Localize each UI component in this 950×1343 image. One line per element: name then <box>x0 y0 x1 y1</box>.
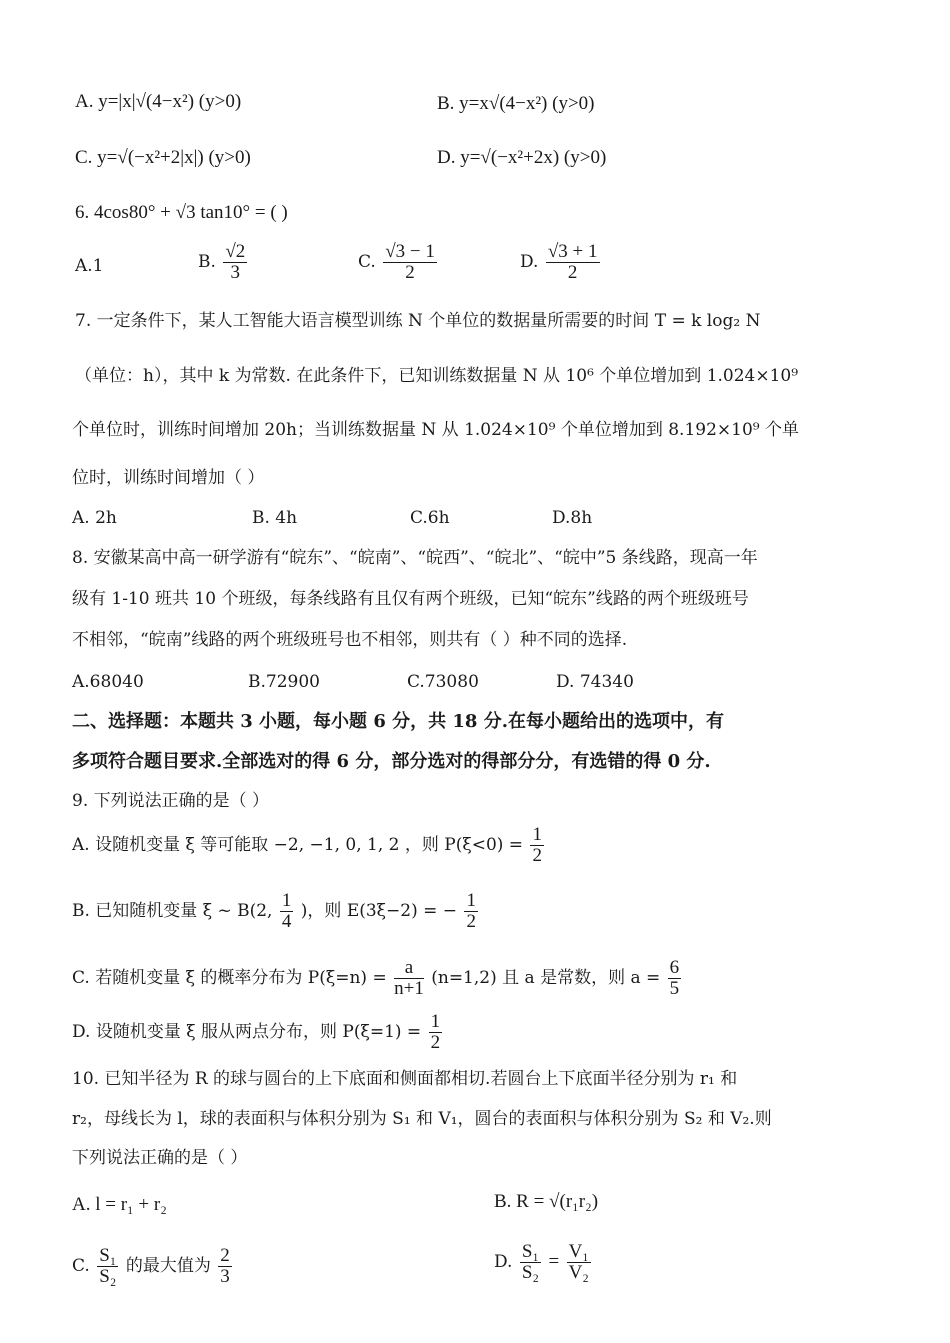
q5-option-c: C. y=√(−x²+2|x|) (y>0) <box>75 147 251 168</box>
q7-option-d: D.8h <box>552 508 593 528</box>
q10-option-c-ratio-fraction <box>97 1246 118 1287</box>
q6-option-b-numerator: √2 <box>225 241 246 262</box>
q10-option-a: A. l = r₁ + r₂ <box>72 1194 167 1215</box>
section-2-heading-line-1: 二、选择题：本题共 3 小题，每小题 6 分，共 18 分.在每小题给出的选项中，有 <box>72 711 724 732</box>
q6-option-c-denominator: 2 <box>405 262 415 283</box>
q9-option-d-text: D. 设随机变量 ξ 服从两点分布，则 P(ξ=1) = <box>72 1022 422 1042</box>
q8-option-b: B.72900 <box>248 672 320 692</box>
q8-option-d: D. 74340 <box>556 672 634 692</box>
q10-option-d-label: D. <box>494 1252 513 1272</box>
q6-option-b-fraction <box>223 242 247 283</box>
q5-option-b: B. y=x√(4−x²) (y>0) <box>437 93 595 114</box>
q10-line-3: 下列说法正确的是（ ） <box>72 1148 248 1168</box>
q10-option-d-left-fraction <box>520 1242 541 1283</box>
q9-option-b-binomial-fraction <box>280 891 294 932</box>
q6-option-c <box>358 242 439 283</box>
q10-option-c-text: 的最大值为 <box>125 1256 211 1276</box>
q7-line-3: 个单位时，训练时间增加 20h；当训练数据量 N 从 1.024×10⁹ 个单位增加到 8.192×10⁹ 个单 <box>72 420 799 440</box>
q9-option-c-numerator: 6 <box>669 957 680 978</box>
q10-option-d-left-numerator: S₁ <box>521 1241 540 1262</box>
q8-line-2: 级有 1-10 班共 10 个班级，每条线路有且仅有两个班级，已知“皖东”线路的两个班级班号 <box>72 589 749 609</box>
q6-option-c-numerator: √3 − 1 <box>385 241 435 262</box>
q7-option-a: A. 2h <box>72 508 117 528</box>
q10-option-d-right-fraction <box>567 1242 591 1283</box>
q6-stem: 6. 4cos80° + √3 tan10° = ( ) <box>75 202 288 223</box>
q9-option-b-numerator: 1 <box>466 890 476 911</box>
q7-line-1: 7. 一定条件下，某人工智能大语言模型训练 N 个单位的数据量所需要的时间 T = k log₂ N <box>75 311 761 331</box>
q6-option-b-denominator: 3 <box>230 262 241 283</box>
q9-option-c-pre: C. 若随机变量 ξ 的概率分布为 P(ξ=n) = <box>72 968 387 988</box>
q9-option-a-fraction <box>530 825 544 866</box>
section-2-heading-line-2: 多项符合题目要求.全部选对的得 6 分，部分选对的得部分分，有选错的得 0 分. <box>72 751 711 772</box>
q9-option-b-post: )，则 E(3ξ−2) = − <box>300 901 458 921</box>
q9-option-b-binomial-numerator: 1 <box>281 890 292 911</box>
q8-option-a: A.68040 <box>72 672 144 692</box>
q6-option-c-label: C. <box>358 252 376 272</box>
q10-option-c-ratio-numerator: S₁ <box>99 1245 117 1266</box>
q10-option-d-right-numerator: V₁ <box>568 1241 589 1262</box>
q10-option-c-value-fraction <box>218 1246 232 1287</box>
q10-option-c-value-numerator: 2 <box>220 1245 230 1266</box>
q9-option-a-text: A. 设随机变量 ξ 等可能取 −2, −1, 0, 1, 2 ，则 P(ξ<0) = <box>72 835 524 855</box>
q10-option-c-ratio-denominator: S₂ <box>99 1266 117 1287</box>
q5-option-d: D. y=√(−x²+2x) (y>0) <box>437 147 607 168</box>
q10-option-d-left-denominator: S₂ <box>521 1262 540 1283</box>
q9-option-c-fraction <box>668 958 682 999</box>
q9-option-c-distribution-numerator: a <box>394 958 424 979</box>
q9-option-c-post: (n=1,2) 且 a 是常数，则 a = <box>431 968 661 988</box>
q6-option-c-fraction <box>383 242 437 283</box>
q10-option-d-right-denominator: V₂ <box>568 1262 589 1283</box>
q6-option-a: A.1 <box>75 256 104 276</box>
q9-option-c <box>72 958 683 999</box>
q9-option-b-denominator: 2 <box>466 911 476 932</box>
q6-option-d-label: D. <box>520 252 539 272</box>
q6-option-b-label: B. <box>198 252 216 272</box>
q8-line-1: 8. 安徽某高中高一研学游有“皖东”、“皖南”、“皖西”、“皖北”、“皖中”5 条线路，现高一年 <box>72 548 758 568</box>
q9-option-a-denominator: 2 <box>532 845 542 866</box>
q9-option-d-denominator: 2 <box>430 1032 441 1053</box>
q10-option-d <box>494 1242 593 1283</box>
q8-option-c: C.73080 <box>407 672 479 692</box>
q10-option-b: B. R = √(r₁r₂) <box>494 1191 599 1212</box>
q9-option-c-distribution-denominator: n+1 <box>394 978 424 999</box>
q10-option-c <box>72 1246 234 1287</box>
q10-line-1: 10. 已知半径为 R 的球与圆台的上下底面和侧面都相切.若圆台上下底面半径分别为 r₁ 和 <box>72 1069 738 1089</box>
q6-option-d <box>520 242 602 283</box>
q9-option-d <box>72 1012 444 1053</box>
q8-line-3: 不相邻，“皖南”线路的两个班级班号也不相邻，则共有（ ）种不同的选择. <box>72 630 628 650</box>
q6-option-b <box>198 242 249 283</box>
q9-option-b-pre: B. 已知随机变量 ξ ~ B(2, <box>72 901 273 921</box>
q10-option-c-value-denominator: 3 <box>220 1266 230 1287</box>
q6-option-d-fraction <box>546 242 600 283</box>
q9-option-c-distribution-fraction <box>394 958 424 999</box>
q10-option-c-label: C. <box>72 1256 90 1276</box>
q9-option-d-numerator: 1 <box>430 1011 441 1032</box>
q6-option-d-denominator: 2 <box>567 262 578 283</box>
q9-option-b-binomial-denominator: 4 <box>281 911 292 932</box>
q7-line-4: 位时，训练时间增加（ ） <box>72 468 265 488</box>
q6-option-d-numerator: √3 + 1 <box>547 241 598 262</box>
q9-option-c-denominator: 5 <box>669 978 680 999</box>
q5-option-a: A. y=|x|√(4−x²) (y>0) <box>75 91 242 112</box>
q9-option-b <box>72 891 480 932</box>
q10-line-2: r₂，母线长为 l，球的表面积与体积分别为 S₁ 和 V₁，圆台的表面积与体积分别为 S₂ 和 V₂.则 <box>72 1109 772 1129</box>
q10-option-d-equals: = <box>548 1251 560 1272</box>
q9-option-a <box>72 825 546 866</box>
q9-option-b-fraction <box>464 891 478 932</box>
q9-option-a-numerator: 1 <box>532 824 542 845</box>
q9-option-d-fraction <box>429 1012 443 1053</box>
q7-option-c: C.6h <box>410 508 450 528</box>
q9-stem: 9. 下列说法正确的是（ ） <box>72 791 270 811</box>
q7-option-b: B. 4h <box>252 508 298 528</box>
q7-line-2: （单位：h），其中 k 为常数. 在此条件下，已知训练数据量 N 从 10⁶ 个单位增加到 1.024×10⁹ <box>75 366 799 386</box>
